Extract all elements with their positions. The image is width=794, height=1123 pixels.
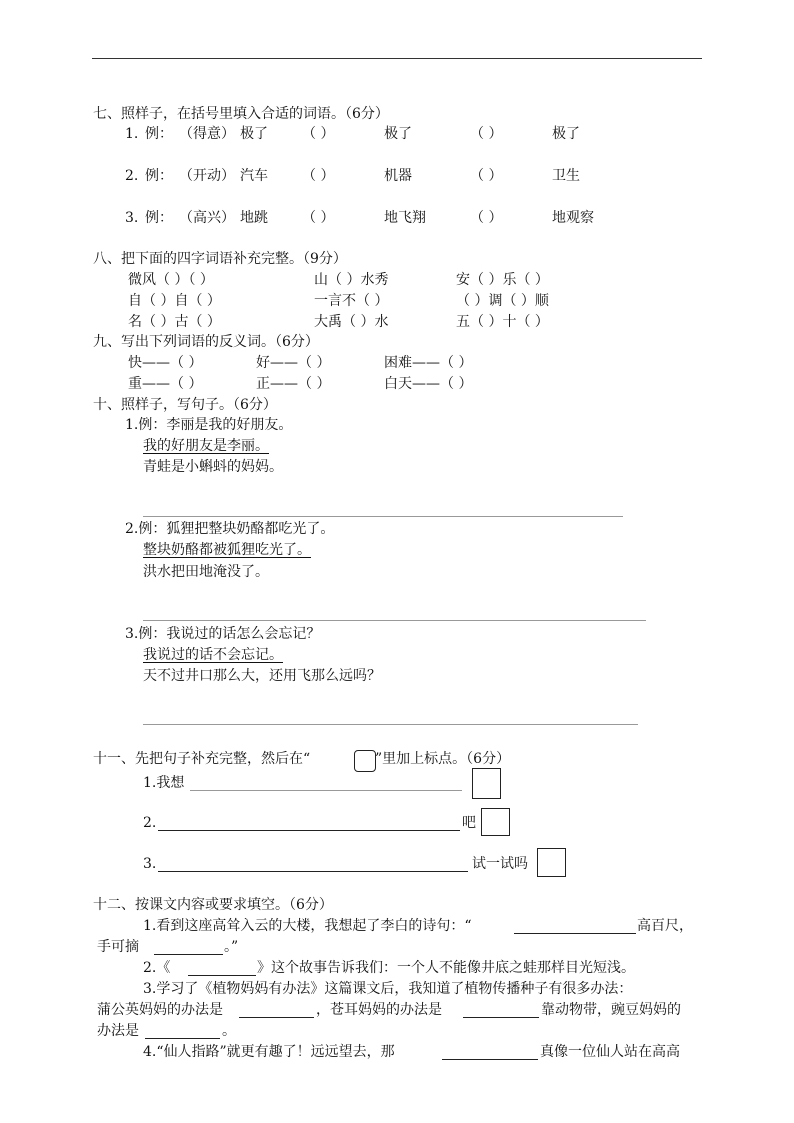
q12-line7-tail: 真像一位仙人站在高高 — [540, 1044, 680, 1060]
q7-row3-blank2[interactable]: （ ） — [470, 210, 503, 226]
q12-line5-text-b: ，苍耳妈妈的办法是 — [316, 1002, 442, 1018]
q7-row2-blank1[interactable]: （ ） — [302, 168, 335, 184]
q12-line7-text: 4.“仙人指路”就更有趣了！远远望去，那 — [143, 1044, 395, 1060]
q10-item2-example: 2.例：狐狸把整块奶酪都吃光了。 — [125, 521, 335, 537]
q11-item1-blank[interactable] — [190, 790, 462, 791]
q11-item1-prefix: 1.我想 — [143, 775, 185, 791]
q10-item1-answer-line[interactable] — [143, 516, 623, 517]
q8-r1c1[interactable]: 微风（ ）（ ） — [128, 272, 214, 288]
q12-line7-blank[interactable] — [442, 1059, 538, 1060]
q7-row2-example-suffix: 汽车 — [240, 168, 268, 184]
q7-row2-example: （开动） — [179, 168, 235, 184]
q7-row1-example: （得意） — [179, 126, 235, 142]
q7-row1-suffix1: 极了 — [384, 126, 412, 142]
q7-row1-suffix2: 极了 — [552, 126, 580, 142]
q11-item2-suffix: 吧 — [462, 815, 476, 831]
q7-row2-label: 例： — [145, 168, 173, 184]
q8-r3c1[interactable]: 名（ ）古（ ） — [128, 314, 221, 330]
q7-row3-num: 3. — [125, 210, 139, 226]
q12-line2-tail: 。” — [224, 939, 239, 955]
q11-item3-prefix: 3. — [143, 856, 157, 872]
q8-r2c2[interactable]: 一言不（ ） — [314, 293, 389, 309]
q12-line1-blank[interactable] — [514, 933, 636, 934]
q10-item3-answer-line[interactable] — [143, 724, 638, 725]
q11-item3-blank[interactable] — [158, 871, 468, 872]
q8-r2c1[interactable]: 自（ ）自（ ） — [128, 293, 221, 309]
q9-r2c1[interactable]: 重——（ ） — [128, 376, 203, 392]
q7-row1-blank1[interactable]: （ ） — [302, 126, 335, 142]
q12-line1-text: 1.看到这座高耸入云的大楼，我想起了李白的诗句：“ — [143, 918, 472, 934]
q12-line6-text: 办法是 — [97, 1023, 139, 1039]
q11-title-part1: 十一、先把句子补充完整，然后在“ — [93, 751, 311, 767]
q12-line2-blank[interactable] — [154, 954, 223, 955]
q7-row1-label: 例： — [145, 126, 173, 142]
q12-line6-tail: 。 — [222, 1023, 236, 1039]
q8-r1c3[interactable]: 安（ ）乐（ ） — [456, 272, 549, 288]
q8-r3c3[interactable]: 五（ ）十（ ） — [456, 314, 549, 330]
q7-row2-suffix2: 卫生 — [552, 168, 580, 184]
q12-line5-blank1[interactable] — [239, 1017, 314, 1018]
q11-item1-punct-box[interactable] — [472, 768, 501, 799]
q10-item3-answer: 我说过的话不会忘记。 — [143, 647, 283, 663]
q9-r1c2[interactable]: 好——（ ） — [256, 355, 331, 371]
q10-item3-prompt: 天不过井口那么大，还用飞那么远吗？ — [143, 668, 381, 684]
q10-item3-example: 3.例：我说过的话怎么会忘记？ — [125, 626, 321, 642]
q9-r2c3[interactable]: 白天——（ ） — [384, 376, 473, 392]
q9-r1c3[interactable]: 困难——（ ） — [384, 355, 473, 371]
q12-line5-blank2[interactable] — [463, 1017, 539, 1018]
q10-item1-answer: 我的好朋友是李丽。 — [143, 438, 269, 454]
q12-line4-text: 3.学习了《植物妈妈有办法》这篇课文后，我知道了植物传播种子有很多办法： — [143, 981, 633, 997]
q7-row2-num: 2. — [125, 168, 139, 184]
q10-item1-example: 1.例：李丽是我的好朋友。 — [125, 417, 293, 433]
q12-line1-tail: 高百尺， — [637, 918, 693, 934]
q7-row3-example: （高兴） — [179, 210, 235, 226]
q8-r1c2[interactable]: 山（ ）水秀 — [314, 272, 389, 288]
q8-r2c3[interactable]: （ ）调（ ）顺 — [456, 293, 549, 309]
q11-title-part2: ”里加上标点。（6分） — [375, 751, 511, 767]
q12-line6-blank[interactable] — [145, 1038, 220, 1039]
q8-title: 八、把下面的四字词语补充完整。（9分） — [93, 251, 347, 267]
q9-title: 九、写出下列词语的反义词。（6分） — [93, 334, 319, 350]
q7-row3-example-suffix: 地跳 — [240, 210, 268, 226]
header-rule — [92, 58, 702, 59]
q12-line5-text-a: 蒲公英妈妈的办法是 — [97, 1002, 223, 1018]
q11-item2-punct-box[interactable] — [481, 808, 510, 836]
q7-row3-suffix1: 地飞翔 — [384, 210, 426, 226]
q9-r1c1[interactable]: 快——（ ） — [128, 355, 203, 371]
q12-line3-tail: 》这个故事告诉我们：一个人不能像井底之蛙那样目光短浅。 — [257, 960, 635, 976]
q11-item3-punct-box[interactable] — [537, 848, 566, 877]
q7-row2-suffix1: 机器 — [384, 168, 412, 184]
q8-r3c2[interactable]: 大禹（ ）水 — [314, 314, 389, 330]
q10-item2-answer: 整块奶酪都被狐狸吃光了。 — [143, 542, 311, 558]
q11-title-box-icon — [354, 750, 376, 772]
q12-title: 十二、按课文内容或要求填空。（6分） — [93, 897, 333, 913]
q11-item3-suffix: 试一试吗 — [472, 856, 528, 872]
q10-item1-prompt: 青蛙是小蝌蚪的妈妈。 — [143, 459, 283, 475]
q10-title: 十、照样子，写句子。（6分） — [93, 397, 277, 413]
q7-row1-example-suffix: 极了 — [240, 126, 268, 142]
q12-line2-text: 手可摘 — [97, 939, 139, 955]
q12-line5-text-c: 靠动物带，豌豆妈妈的 — [541, 1002, 681, 1018]
q12-line3-text: 2.《 — [143, 960, 171, 976]
q7-row3-label: 例： — [145, 210, 173, 226]
q10-item2-prompt: 洪水把田地淹没了。 — [143, 564, 269, 580]
q7-row1-num: 1. — [125, 126, 139, 142]
q9-r2c2[interactable]: 正——（ ） — [256, 376, 331, 392]
q12-line3-blank[interactable] — [188, 975, 256, 976]
q7-row2-blank2[interactable]: （ ） — [470, 168, 503, 184]
q11-item2-blank[interactable] — [158, 830, 460, 831]
q7-row1-blank2[interactable]: （ ） — [470, 126, 503, 142]
q7-row3-blank1[interactable]: （ ） — [302, 210, 335, 226]
q7-row3-suffix2: 地观察 — [552, 210, 594, 226]
q7-title: 七、照样子，在括号里填入合适的词语。（6分） — [93, 106, 389, 122]
q10-item2-answer-line[interactable] — [143, 620, 646, 621]
q11-item2-prefix: 2. — [143, 815, 157, 831]
